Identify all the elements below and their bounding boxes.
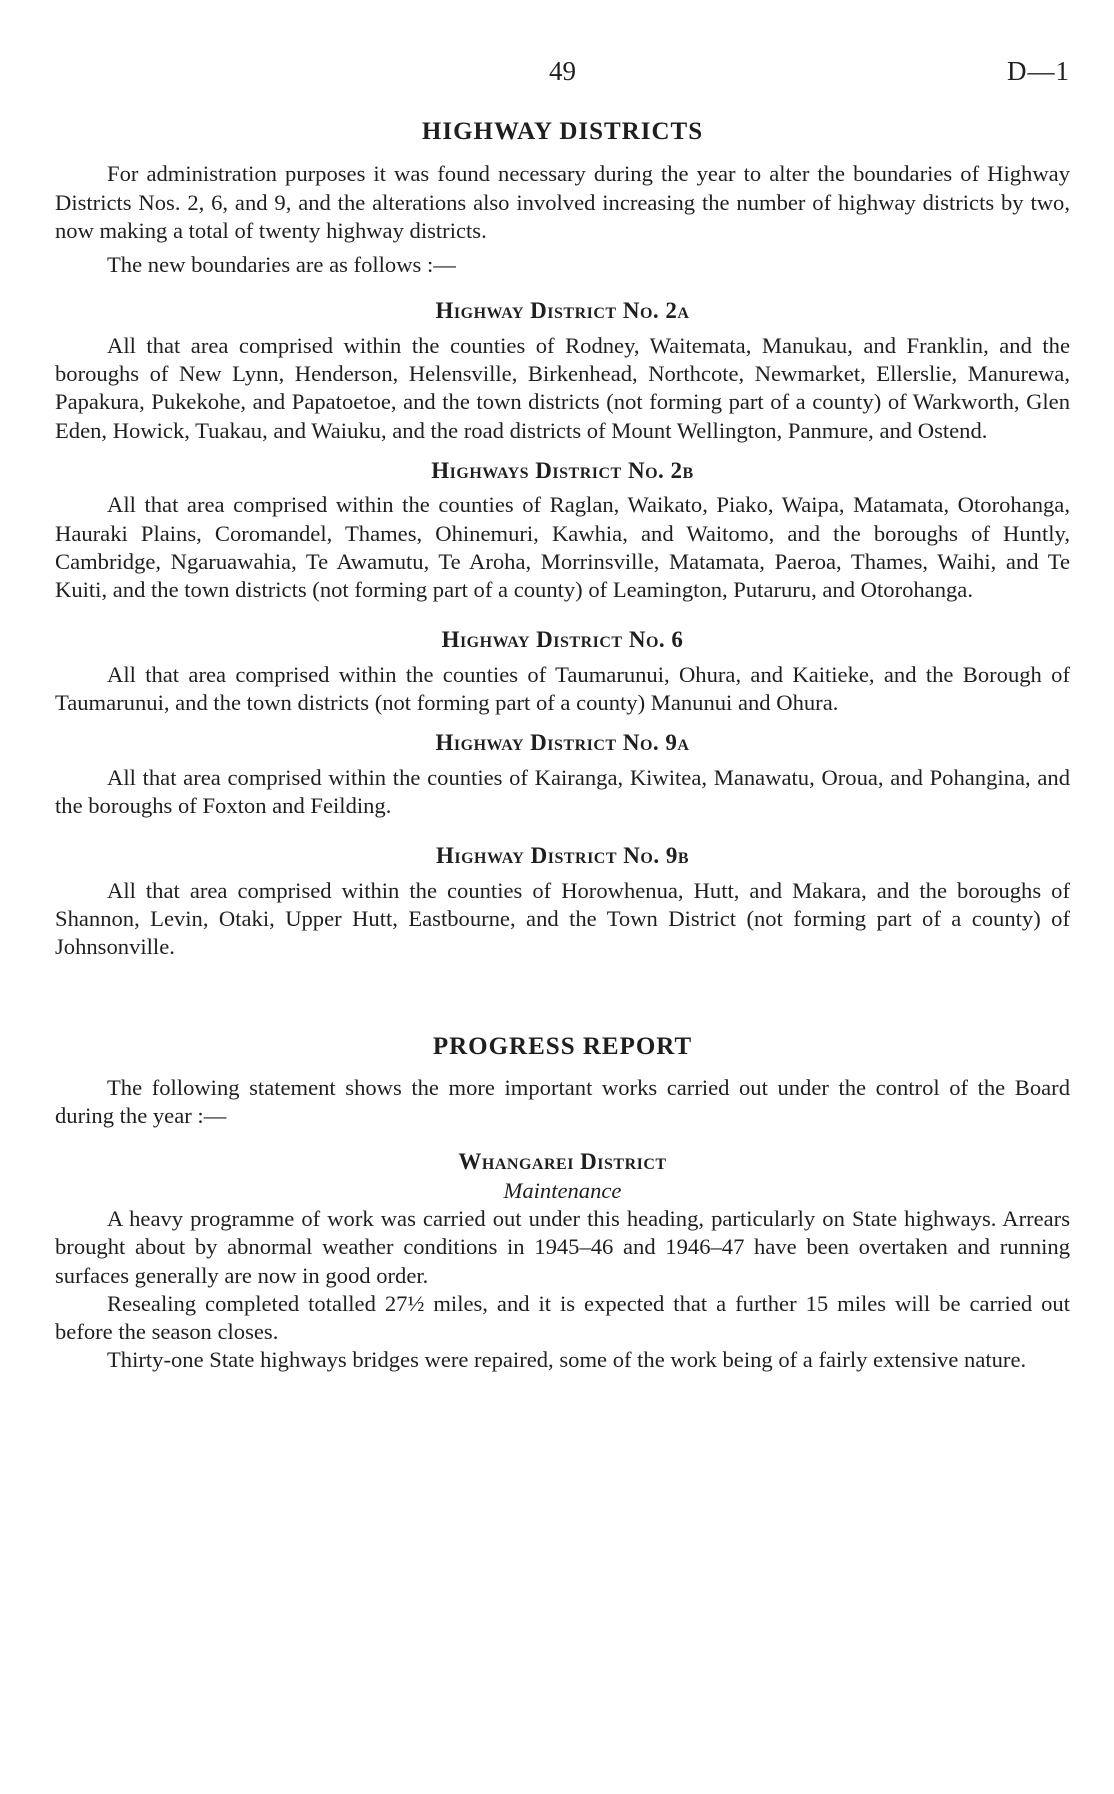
new-boundaries-text: The new boundaries are as follows :— [107, 252, 456, 278]
maintenance-paragraph-1: A heavy programme of work was carried out under this heading, particularly on State highways. Arrears brought about by abnormal weather conditions in 1945–46 and 1946–47 have been overtaken and running surfaces generally are now in good order. [55, 1205, 1070, 1288]
district-text-9b: All that area comprised within the counties of Horowhenua, Hutt, and Makara, and the boroughs of Shannon, Levin, Otaki, Upper Hutt, Eastbourne, and the Town District (not forming part of a county) of Johnsonville. [55, 877, 1070, 960]
district-heading-2b: Highways District No. 2b [431, 457, 694, 483]
district-text-2a: All that area comprised within the counties of Rodney, Waitemata, Manukau, and Franklin, and the boroughs of New Lynn, Henderson, Helensville, Birkenhead, Northcote, Newmarket, Ellerslie, Manurewa, Papakura, Pukekohe, and Papatoetoe, and the town districts (not forming part of a county) of Warkworth, Glen Eden, Howick, Tuakau, and Waiuku, and the road districts of Mount Wellington, Panmure, and Ostend. [55, 332, 1070, 443]
district-heading-9a: Highway District No. 9a [435, 730, 690, 756]
district-heading-2a: Highway District No. 2a [435, 298, 690, 324]
district-text-2b: All that area comprised within the counties of Raglan, Waikato, Piako, Waipa, Matamata, Otorohanga, Hauraki Plains, Coromandel, Thames, Ohinemuri, Kawhia, and Waitomo, and the boroughs of Huntly, Cambridge, Ngaruawahia, Te Awamutu, Te Aroha, Morrinsville, Matamata, Paeroa, Thames, Waihi, and Te Kuiti, and the town districts (not forming part of a county) of Leamington, Putaruru, and Otorohanga. [55, 492, 1070, 603]
sub-heading-maintenance: Maintenance [503, 1177, 622, 1203]
highway-districts-intro: For administration purposes it was found necessary during the year to alter the boundaries of Highway Districts Nos. 2, 6, and 9, and the alterations also involved increasing the number of highway districts by two, now making a total of twenty highway districts. [55, 161, 1070, 243]
district-heading-6: Highway District No. 6 [441, 627, 684, 653]
section-title-progress-report: PROGRESS REPORT [432, 1033, 693, 1061]
page-number: 49 [549, 56, 576, 86]
section-title-highway-districts: HIGHWAY DISTRICTS [421, 118, 704, 145]
district-heading-whangarei: Whangarei District [458, 1149, 667, 1175]
maintenance-paragraph-2: Resealing completed totalled 27½ miles, and it is expected that a further 15 miles will be carried out before the season closes. [55, 1290, 1070, 1345]
progress-report-section [55, 1033, 1070, 1374]
progress-report-intro: The following statement shows the more important works carried out under the control of the Board during the year :— [55, 1074, 1070, 1129]
district-text-6: All that area comprised within the counties of Taumarunui, Ohura, and Kaitieke, and the Borough of Taumarunui, and the town districts (not forming part of a county) Manunui and Ohura. [55, 661, 1070, 716]
district-text-9a: All that area comprised within the counties of Kairanga, Kiwitea, Manawatu, Oroua, and Pohangina, and the boroughs of Foxton and Feilding. [55, 764, 1070, 818]
highway-districts-section [55, 118, 1070, 961]
page-content [55, 118, 1070, 1375]
district-heading-9b: Highway District No. 9b [435, 843, 690, 869]
page-header [55, 56, 1070, 96]
maintenance-paragraph-3: Thirty-one State highways bridges were repaired, some of the work being of a fairly extensive nature. [107, 1347, 1027, 1373]
document-code: D—1 [1007, 56, 1070, 86]
